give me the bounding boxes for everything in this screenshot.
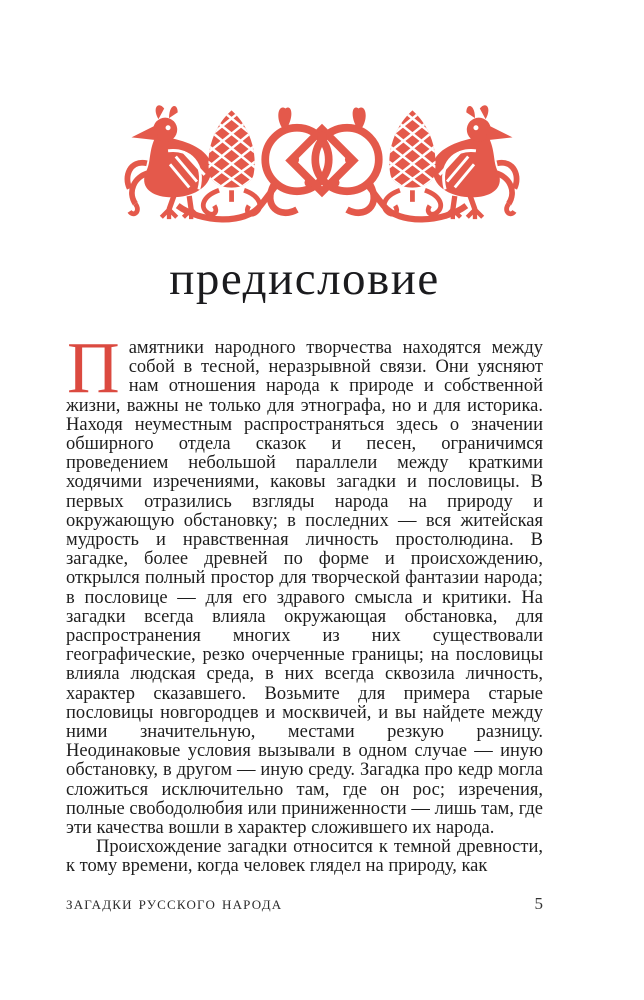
- dropcap-letter: П: [67, 327, 120, 408]
- paragraph-first: [66, 327, 543, 839]
- paragraph-second: Происхождение загадки относится к темной древности, к тому времени, когда человек глядел на природу, как: [66, 837, 543, 877]
- paragraph-first-text: амятники народного творчества находятся между собой в тесной, неразрывной связи. Они уясняют нам отношения народа к природе и собственной жизни, важны не только для этнографа, но и для историка. Находя неуместным распространяться здесь о значении обширного отдела сказок и песен, ограничимся проведением небольшой параллели между краткими ходячими изречениями, каковы загадки и пословицы. В первых отразились взгляды народа на природу и окружающую обстановку; в последних — вся житейская мудрость и нравственная личность простолюдина. В загадке, более древней по форме и происхождению, открылся полный простор для творческой фантазии народа; в пословице — для его здравого смысла и критики. На загадки всегда влияла окружающая обстановка, для распространения многих из них существовали географические, резко очерченные границы; на пословицы влияла людская среда, в них всегда сквозила личность, характер сказавшего. Возьмите для примера старые пословицы новгородцев и москвичей, и вы найдете между ними значительную, местами резкую разницу. Неодинаковые условия вызывали в одном случае — иную обстановку, в другом — иную среду. Загадка про кедр могла сложиться исключительно там, где он рос; изречения, полные свободолюбия или приниженности — лишь там, где эти качества вошли в характер сложившего их народа.: [66, 338, 543, 839]
- page-number: 5: [534, 894, 543, 913]
- page-footer: [66, 893, 543, 915]
- running-title: загадки русского народа: [66, 893, 283, 914]
- folk-ornament: [113, 96, 531, 223]
- birds-pinecones-knot-ornament-graphic: [113, 96, 531, 223]
- bird-figure: [127, 105, 211, 219]
- preface-text: [66, 327, 543, 877]
- page-title: предисловие: [169, 253, 440, 305]
